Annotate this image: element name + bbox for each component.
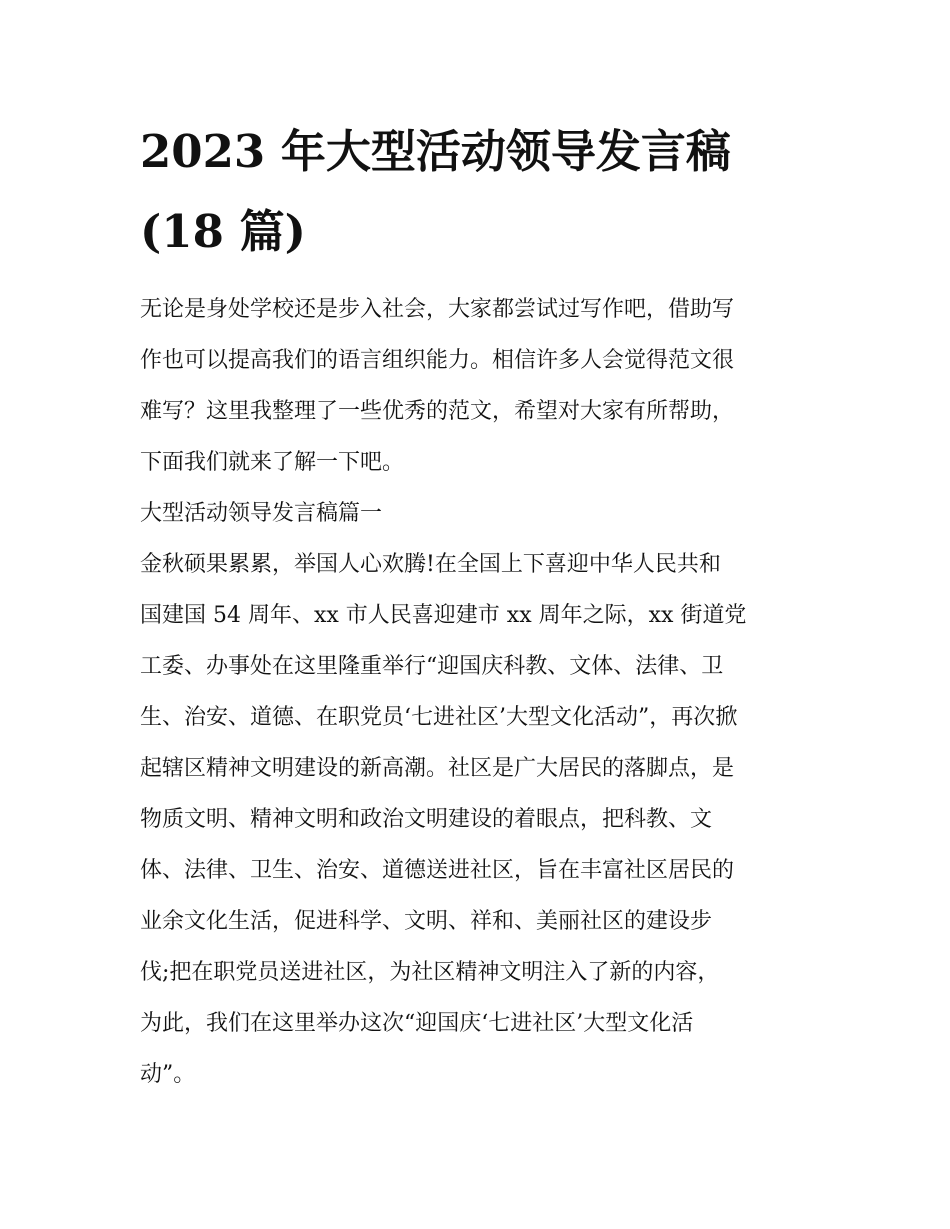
intro-line: 难写？这里我整理了一些优秀的范文，希望对大家有所帮助， xyxy=(140,399,735,424)
intro-line: 下面我们就来了解一下吧。 xyxy=(140,450,405,475)
body-line: 工委、办事处在这里隆重举行“迎国庆科教、文体、法律、卫 xyxy=(140,654,724,679)
body-line: 伐;把在职党员送进社区，为社区精神文明注入了新的内容， xyxy=(140,960,720,985)
intro-line: 作也可以提高我们的语言组织能力。相信许多人会觉得范文很 xyxy=(140,348,735,373)
body-line: 起辖区精神文明建设的新高潮。社区是广大居民的落脚点，是 xyxy=(140,756,735,781)
body-line: 动”。 xyxy=(140,1062,196,1087)
body-paragraph xyxy=(140,539,816,1100)
document-content xyxy=(140,112,816,1100)
intro-paragraph xyxy=(140,284,816,488)
document-title-line-1: 2023 年大型活动领导发言稿 xyxy=(140,125,731,178)
body-line: 国建国 54 周年、xx 市人民喜迎建市 xx 周年之际，xx 街道党 xyxy=(140,603,747,628)
document-title-line-2: (18 篇) xyxy=(140,205,306,258)
body-line: 体、法律、卫生、治安、道德送进社区，旨在丰富社区居民的 xyxy=(140,858,735,883)
section-heading: 大型活动领导发言稿篇一 xyxy=(140,501,383,526)
body-line: 业余文化生活，促进科学、文明、祥和、美丽社区的建设步 xyxy=(140,909,713,934)
body-line: 物质文明、精神文明和政治文明建设的着眼点，把科教、文 xyxy=(140,807,713,832)
body-line: 金秋硕果累累，举国人心欢腾!在全国上下喜迎中华人民共和 xyxy=(140,552,721,577)
body-line: 为此，我们在这里举办这次“迎国庆‘七进社区’大型文化活 xyxy=(140,1011,694,1036)
intro-line: 无论是身处学校还是步入社会，大家都尝试过写作吧，借助写 xyxy=(140,297,735,322)
body-line: 生、治安、道德、在职党员‘七进社区’大型文化活动”，再次掀 xyxy=(140,705,738,730)
